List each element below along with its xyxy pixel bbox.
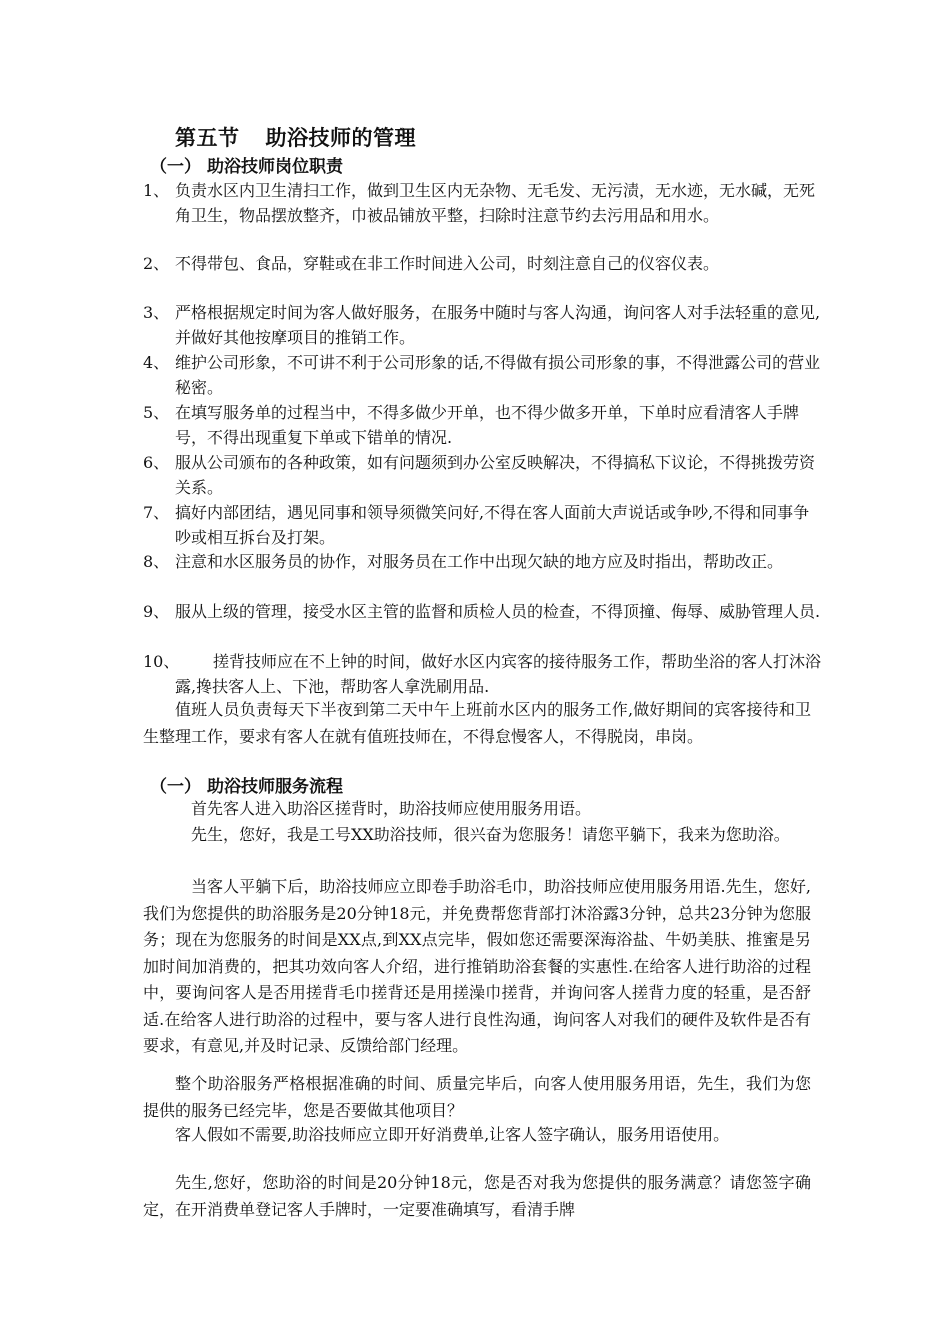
duty-item: 2、 不得带包、食品，穿鞋或在非工作时间进入公司，时刻注意自己的仪容仪表。 [143, 254, 720, 273]
page-title [175, 122, 416, 152]
section-heading-process: （一） 助浴技师服务流程 [150, 777, 343, 797]
duty-item: 10、 搓背技师应在不上钟的时间，做好水区内宾客的接待服务工作，帮助坐浴的客人打沐浴露,搀扶客人上、下池，帮助客人拿洗刷用品. [143, 652, 822, 696]
process-paragraph: 先生，您好，我是工号XX助浴技师，很兴奋为您服务！请您平躺下，我来为您助浴。 [191, 825, 790, 844]
duty-item: 5、 在填写服务单的过程当中，不得多做少开单，也不得少做多开单，下单时应看清客人手牌号，不得出现重复下单或下错单的情况. [143, 403, 800, 447]
process-paragraph: 首先客人进入助浴区搓背时，助浴技师应使用服务用语。 [191, 799, 592, 818]
duty-item: 7、 搞好内部团结，遇见同事和领导须微笑问好,不得在客人面前大声说话或争吵,不得和同事争吵或相互拆台及打架。 [143, 503, 810, 547]
process-paragraph: 客人假如不需要,助浴技师应立即开好消费单,让客人签字确认，服务用语使用。 [175, 1125, 730, 1144]
duty-item: 1、 负责水区内卫生清扫工作，做到卫生区内无杂物、无毛发、无污渍，无水迹，无水碱，无死角卫生，物品摆放整齐，巾被品铺放平整，扫除时注意节约去污用品和用水。 [143, 181, 816, 225]
process-paragraph: 整个助浴服务严格根据准确的时间、质量完毕后，向客人使用服务用语，先生，我们为您提供的服务已经完毕，您是否要做其他项目？ [143, 1074, 811, 1120]
duty-item: 3、 严格根据规定时间为客人做好服务，在服务中随时与客人沟通，询问客人对手法轻重的意见,并做好其他按摩项目的推销工作。 [143, 303, 821, 347]
process-paragraph: 先生,您好，您助浴的时间是20分钟18元，您是否对我为您提供的服务满意？请您签字确定，在开消费单登记客人手牌时，一定要准确填写，看清手牌 [143, 1173, 811, 1219]
title-section-number: 第五节 [175, 125, 240, 150]
process-paragraph: 当客人平躺下后，助浴技师应立即卷手助浴毛巾，助浴技师应使用服务用语.先生，您好,我们为您提供的助浴服务是20分钟18元，并免费帮您背部打沐浴露3分钟，总共23分钟为您服务；现在为您服务的时间是XX点,到XX点完毕，假如您还需要深海浴盐、牛奶美肤、推蜜是另加时间加消费的，把其功效向客人介绍，进行推销助浴套餐的实惠性.在给客人进行助浴的过程中，要询问客人是否用搓背毛巾搓背还是用搓澡巾搓背，并询问客人搓背力度的轻重，是否舒适.在给客人进行助浴的过程中，要与客人进行良性沟通，询问客人对我们的硬件及软件是否有要求，有意见,并及时记录、反馈给部门经理。 [143, 877, 811, 1055]
duty-item: 4、 维护公司形象，不可讲不利于公司形象的话,不得做有损公司形象的事，不得泄露公司的营业秘密。 [143, 353, 821, 397]
duty-item: 8、 注意和水区服务员的协作，对服务员在工作中出现欠缺的地方应及时指出，帮助改正。 [143, 552, 784, 571]
section-heading-duties: （一） 助浴技师岗位职责 [150, 157, 343, 177]
title-text: 助浴技师的管理 [265, 125, 416, 150]
duty-item: 9、 服从上级的管理，接受水区主管的监督和质检人员的检查，不得顶撞、侮辱、威胁管理人员. [143, 602, 821, 621]
duty-note-paragraph: 值班人员负责每天下半夜到第二天中午上班前水区内的服务工作,做好期间的宾客接待和卫生整理工作，要求有客人在就有值班技师在，不得怠慢客人，不得脱岗，串岗。 [143, 700, 811, 746]
duty-item: 6、 服从公司颁布的各种政策，如有问题须到办公室反映解决，不得搞私下议论，不得挑拨劳资关系。 [143, 453, 816, 497]
